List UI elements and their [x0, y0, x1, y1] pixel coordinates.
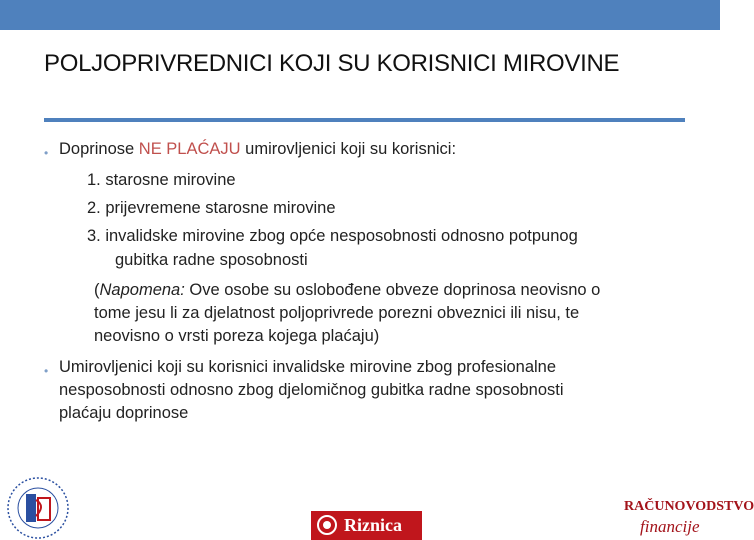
- list-item-continuation: gubitka radne sposobnosti: [115, 251, 308, 269]
- bullet-1-prefix: Doprinose: [59, 140, 139, 158]
- note-text: Ove osobe su oslobođene obveze doprinosa neovisno o: [184, 281, 601, 299]
- note-line-3: neovisno o vrsti poreza kojega plaćaju): [94, 327, 380, 345]
- list-item: 1. starosne mirovine: [87, 171, 236, 189]
- association-seal-logo: [2, 470, 74, 540]
- bullet-1-text: [59, 138, 456, 161]
- note-paren: (: [94, 281, 100, 299]
- list-item: 3. invalidske mirovine zbog opće nesposobnosti odnosno potpunog: [87, 227, 578, 245]
- racun-title: RAČUNOVODSTVO: [624, 499, 754, 514]
- racun-subtitle: financije: [640, 517, 700, 536]
- note-line-2: tome jesu li za djelatnost poljoprivrede porezni obveznici ili nisu, te: [94, 304, 580, 322]
- bullet-2-line-3: plaćaju doprinose: [59, 404, 189, 422]
- list-item: 2. prijevremene starosne mirovine: [87, 199, 336, 217]
- riznica-logo: [311, 511, 422, 540]
- racunovodstvo-logo: [624, 499, 754, 540]
- slide-title: POLJOPRIVREDNICI KOJI SU KORISNICI MIROVINE: [44, 50, 620, 77]
- bullet-marker: •: [44, 146, 49, 160]
- bullet-1-highlight: NE PLAĆAJU: [138, 140, 241, 158]
- bullet-2-line-1: Umirovljenici koji su korisnici invalidske mirovine zbog profesionalne: [59, 358, 557, 376]
- bullet-marker: •: [44, 364, 49, 378]
- crest-icon: [317, 515, 337, 535]
- title-divider: [44, 118, 685, 122]
- note-label: Napomena:: [99, 281, 185, 299]
- bullet-2-line-2: nesposobnosti odnosno zbog djelomičnog gubitka radne sposobnosti: [59, 381, 564, 399]
- riznica-label: Riznica: [344, 515, 402, 535]
- note-line-1: [94, 279, 600, 302]
- top-accent-bar: [0, 0, 720, 30]
- bullet-1-suffix: umirovljenici koji su korisnici:: [240, 140, 457, 158]
